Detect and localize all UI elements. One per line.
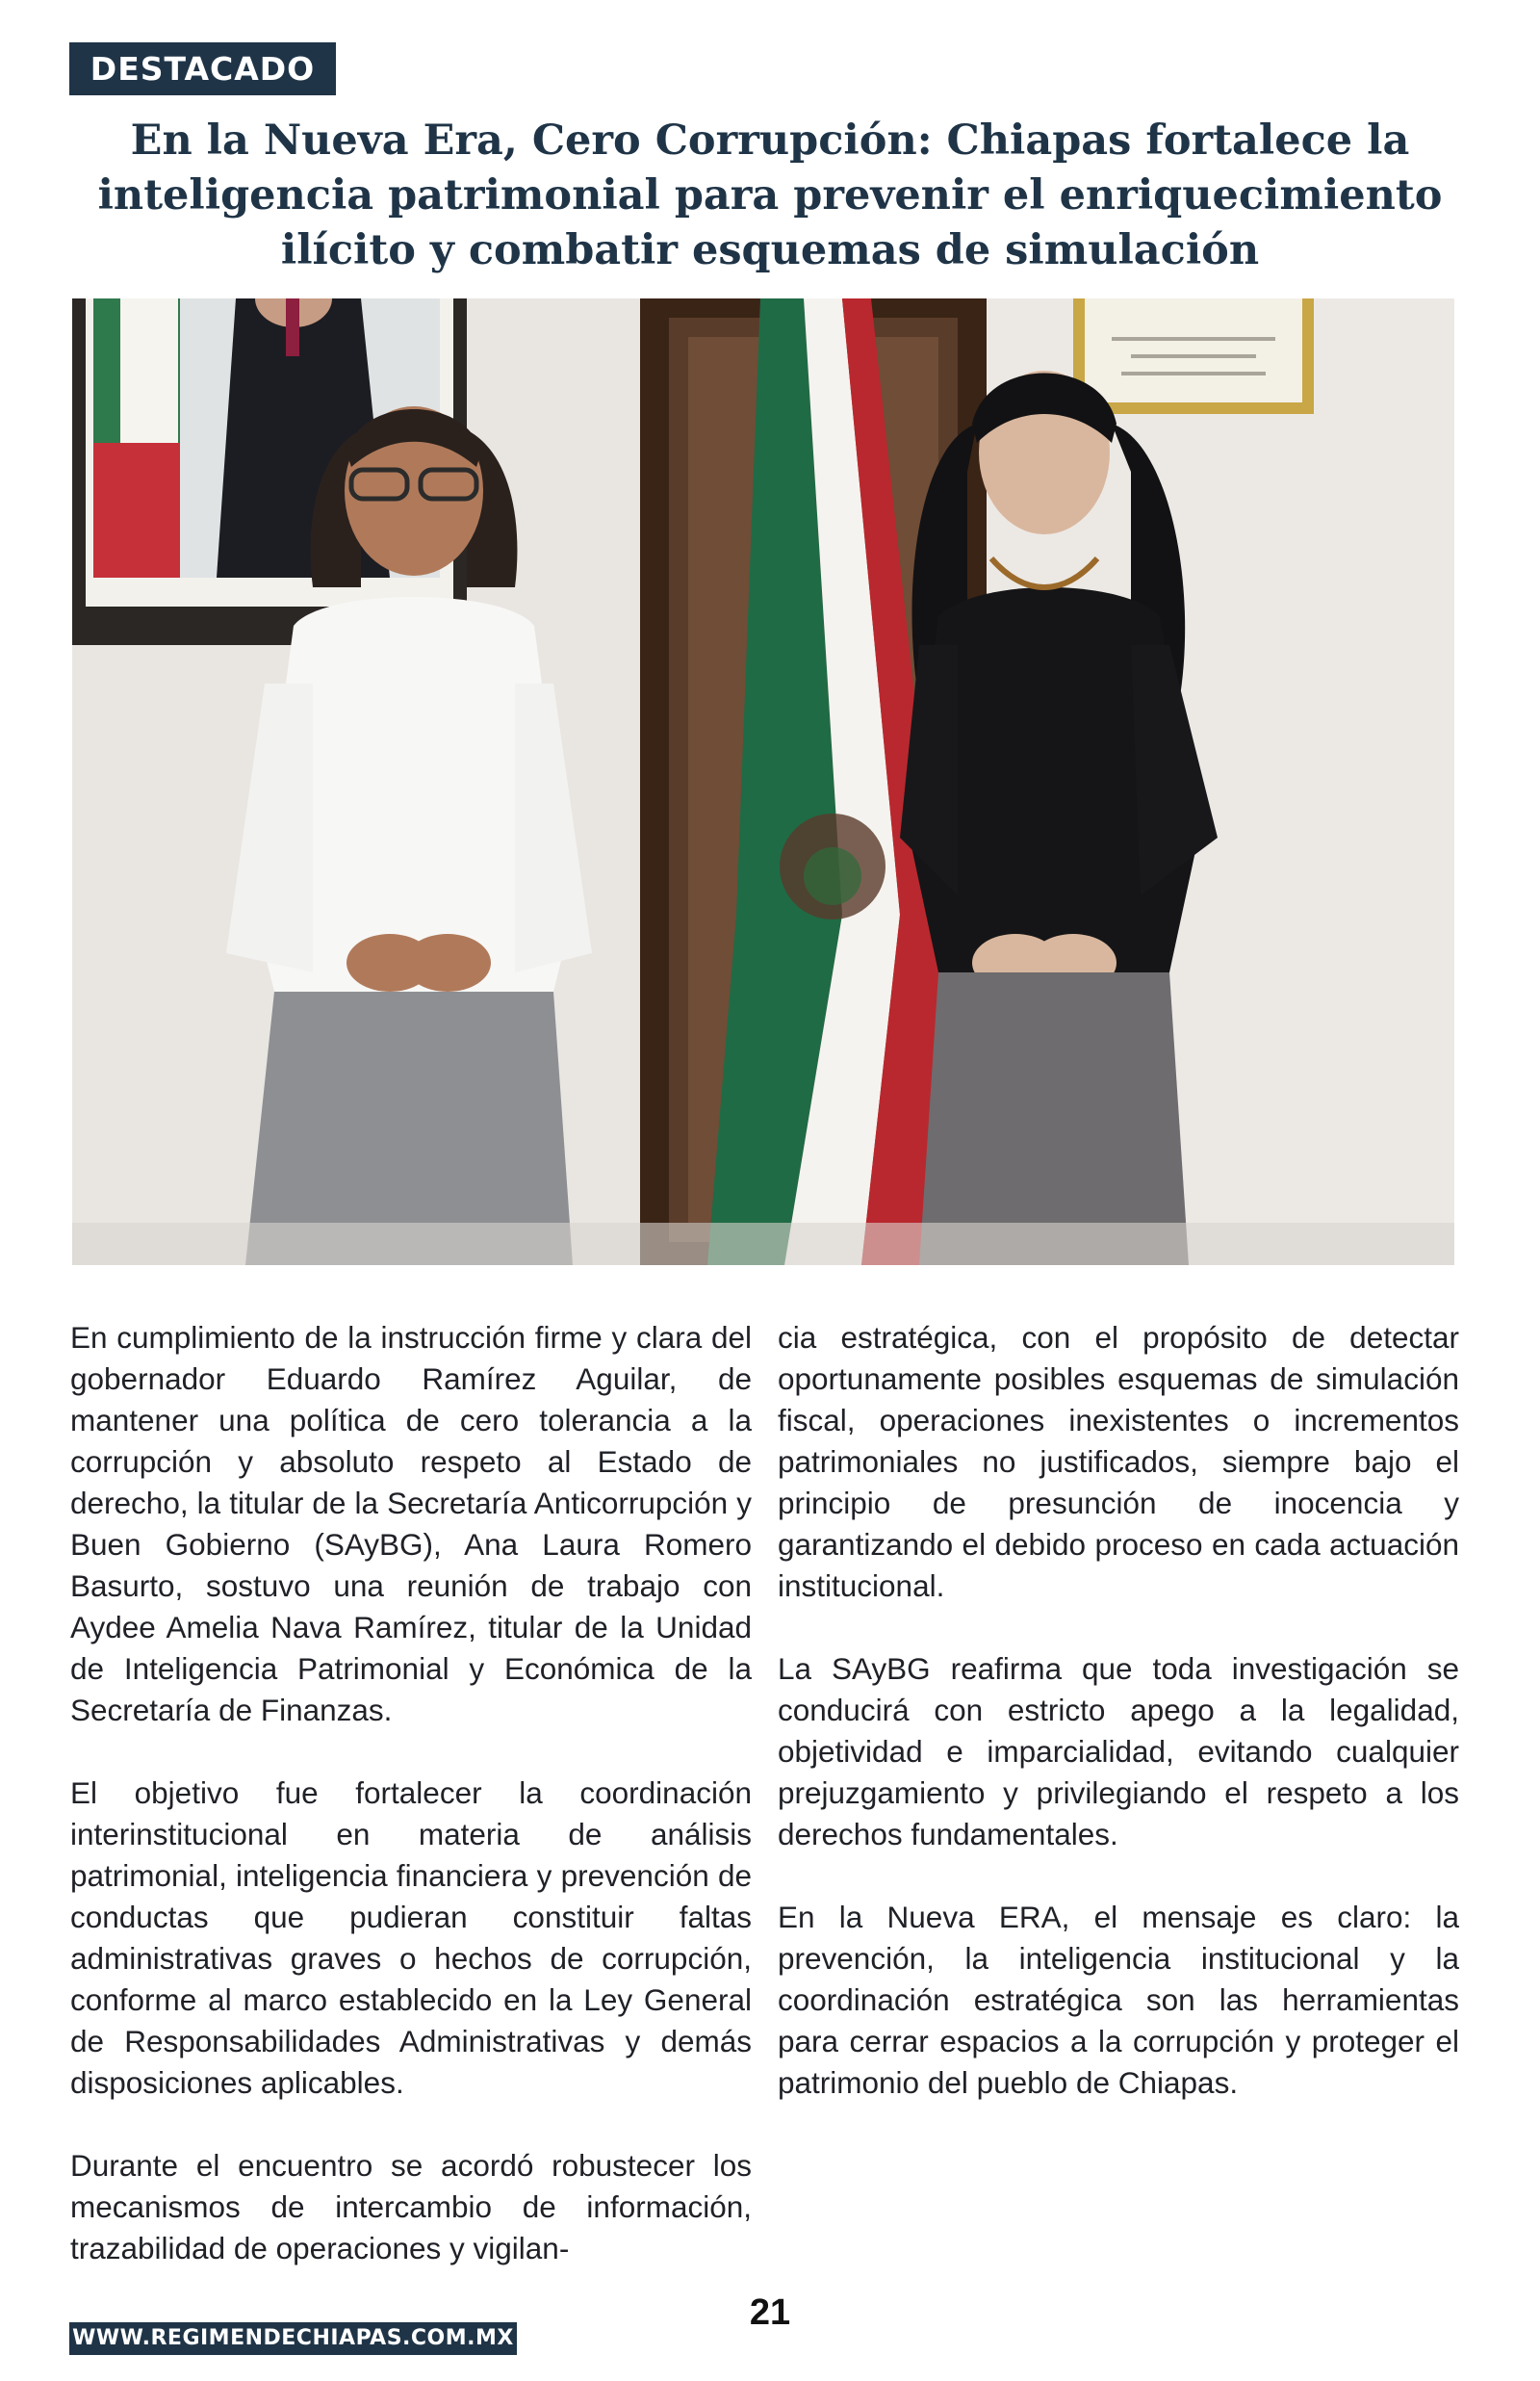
paragraph: En la Nueva ERA, el mensaje es claro: la prevención, la inteligencia institucional y la coordinación estratégica son las herramientas para cerrar espacios a la corrupción y proteger el patrimonio del pueblo de Chiapas.: [778, 1900, 1459, 2100]
page-number: 21: [749, 2292, 791, 2333]
article-photo: [72, 298, 1454, 1265]
paragraph: cia estratégica, con el propósito de detectar oportunamente posibles esquemas de simulación fiscal, operaciones inexistentes o incrementos patrimoniales no justificados, siempre bajo el principio de presunción de inocencia y garantizando el debido proceso en cada actuación institucional.: [778, 1320, 1459, 1603]
paragraph: Durante el encuentro se acordó robustecer los mecanismos de intercambio de información, trazabilidad de operaciones y vigilan-: [70, 2148, 752, 2265]
paragraph: La SAyBG reafirma que toda investigación se conducirá con estricto apego a la legalidad, objetividad e imparcialidad, evitando cualquier prejuzgamiento y privilegiando el respeto a los derechos fundamentales.: [778, 1651, 1459, 1851]
article-headline: En la Nueva Era, Cero Corrupción: Chiapas fortalece la inteligencia patrimonial para prevenir el enriquecimiento ilícito y combatir esquemas de simulación: [97, 116, 1443, 274]
paragraph: En cumplimiento de la instrucción firme y clara del gobernador Eduardo Ramírez Aguilar, de mantener una política de cero tolerancia a la corrupción y absoluto respeto al Estado de derecho, la titular de la Secretaría Anticorrupción y Buen Gobierno (SAyBG), Ana Laura Romero Basurto, sostuvo una reunión de trabajo con Aydee Amelia Nava Ramírez, titular de la Unidad de Inteligencia Patrimonial y Económica de la Secretaría de Finanzas.: [70, 1320, 752, 1727]
website-link[interactable]: WWW.REGIMENDECHIAPAS.COM.MX: [69, 2322, 517, 2355]
paragraph: El objetivo fue fortalecer la coordinación interinstitucional en materia de análisis patrimonial, inteligencia financiera y prevención de conductas que pudieran constituir faltas administrativas graves o hechos de corrupción, conforme al marco establecido en la Ley General de Responsabilidades Administrativas y demás disposiciones aplicables.: [70, 1775, 752, 2100]
article-column-left: [70, 1317, 752, 2311]
article-column-right: [778, 1317, 1459, 2145]
section-badge: DESTACADO: [69, 42, 336, 95]
framed-certificate: [1073, 298, 1314, 414]
